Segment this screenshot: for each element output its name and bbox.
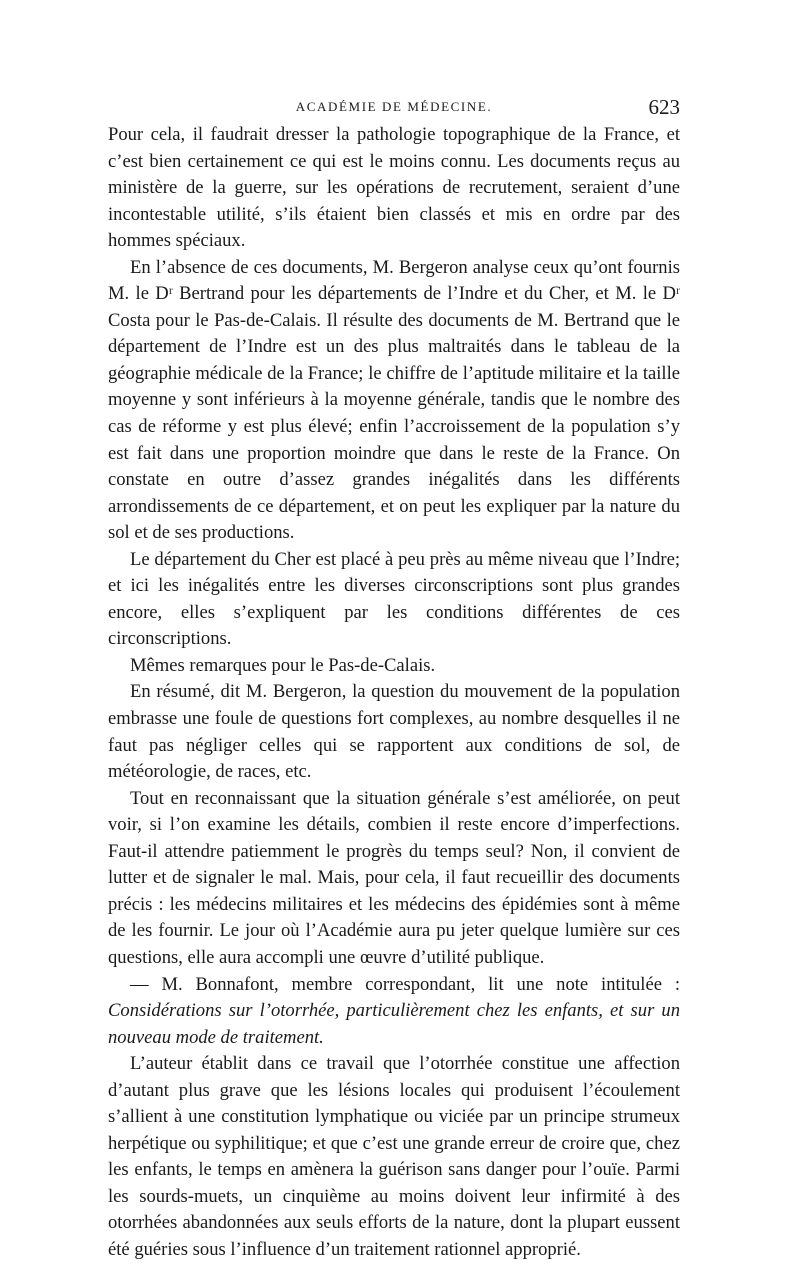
paragraph: En résumé, dit M. Bergeron, la question du mouvement de la population embrasse une foule de questions fort complexes, au nombre desquelles il ne faut pas négliger celles qui se rapportent aux conditions de sol, de météorologie, de races, etc. (108, 681, 680, 783)
running-head (108, 95, 680, 119)
note-announcement (108, 972, 680, 1052)
paragraph: L’auteur établit dans ce travail que l’otorrhée constitue une affection d’autant plus grave que les lésions locales qui produisent l’écoulement s’allient à une constitution lymphatique ou viciée par un principe strumeux herpétique ou syphilitique; et que c’est une grande erreur de croire que, chez les enfants, le temps en amènera la guérison sans danger pour l’ouïe. Parmi les sourds-muets, un cinquième au moins doivent leur infirmité à des otorrhées abandonnées aux seuls efforts de la nature, dont la plupart eussent été guéries sous l’influence d’un traitement rationnel approprié. (108, 1053, 680, 1260)
note-intro: — M. Bonnafont, membre correspondant, lit une note intitulée : (130, 973, 680, 995)
note-title: Considérations sur l’otorrhée, particulièrement chez les enfants, et sur un nouveau mode de traitement. (108, 1000, 680, 1048)
paragraph: Le département du Cher est placé à peu près au même niveau que l’Indre; et ici les inégalités entre les diverses circonscriptions sont plus grandes encore, elles s’expliquent par les conditions différentes de ces circonscriptions. (108, 548, 680, 650)
page-number: 623 (648, 95, 680, 119)
paragraph: En l’absence de ces documents, M. Bergeron analyse ceux qu’ont fournis M. le Dʳ Bertrand pour les départements de l’Indre et du Cher, et M. le Dʳ Costa pour le Pas-de-Calais. Il résulte des documents de M. Bertrand que le département de l’Indre est un des plus maltraités dans le tableau de la géographie médicale de la France; le chiffre de l’aptitude militaire et la taille moyenne y sont inférieurs à la moyenne générale, tandis que le nombre des cas de réforme y est plus élevé; enfin l’accroissement de la population s’y est fait dans une proportion moindre que dans le reste de la France. On constate en outre d’assez grandes inégalités dans les différents arrondissements de ce département, et on peut les expliquer par la nature du sol et de ses productions. (108, 256, 680, 544)
running-title: ACADÉMIE DE MÉDECINE. (295, 99, 493, 114)
paragraph: Mêmes remarques pour le Pas-de-Calais. (130, 654, 436, 676)
body-text (108, 122, 680, 1264)
paragraph: Pour cela, il faudrait dresser la pathologie topographique de la France, et c’est bien certainement ce qui est le moins connu. Les documents reçus au ministère de la guerre, sur les opérations de recrutement, seraient d’une incontestable utilité, s’ils étaient bien classés et mis en ordre par des hommes spéciaux. (108, 124, 680, 252)
paragraph: Tout en reconnaissant que la situation générale s’est améliorée, on peut voir, si l’on examine les détails, combien il reste encore d’imperfections. Faut-il attendre patiemment le progrès du temps seul? Non, il convient de lutter et de signaler le mal. Mais, pour cela, il faut recueillir des documents précis : les médecins militaires et les médecins des épidémies sont à même de les fournir. Le jour où l’Académie aura pu jeter quelque lumière sur ces questions, elle aura accompli une œuvre d’utilité publique. (108, 787, 680, 968)
